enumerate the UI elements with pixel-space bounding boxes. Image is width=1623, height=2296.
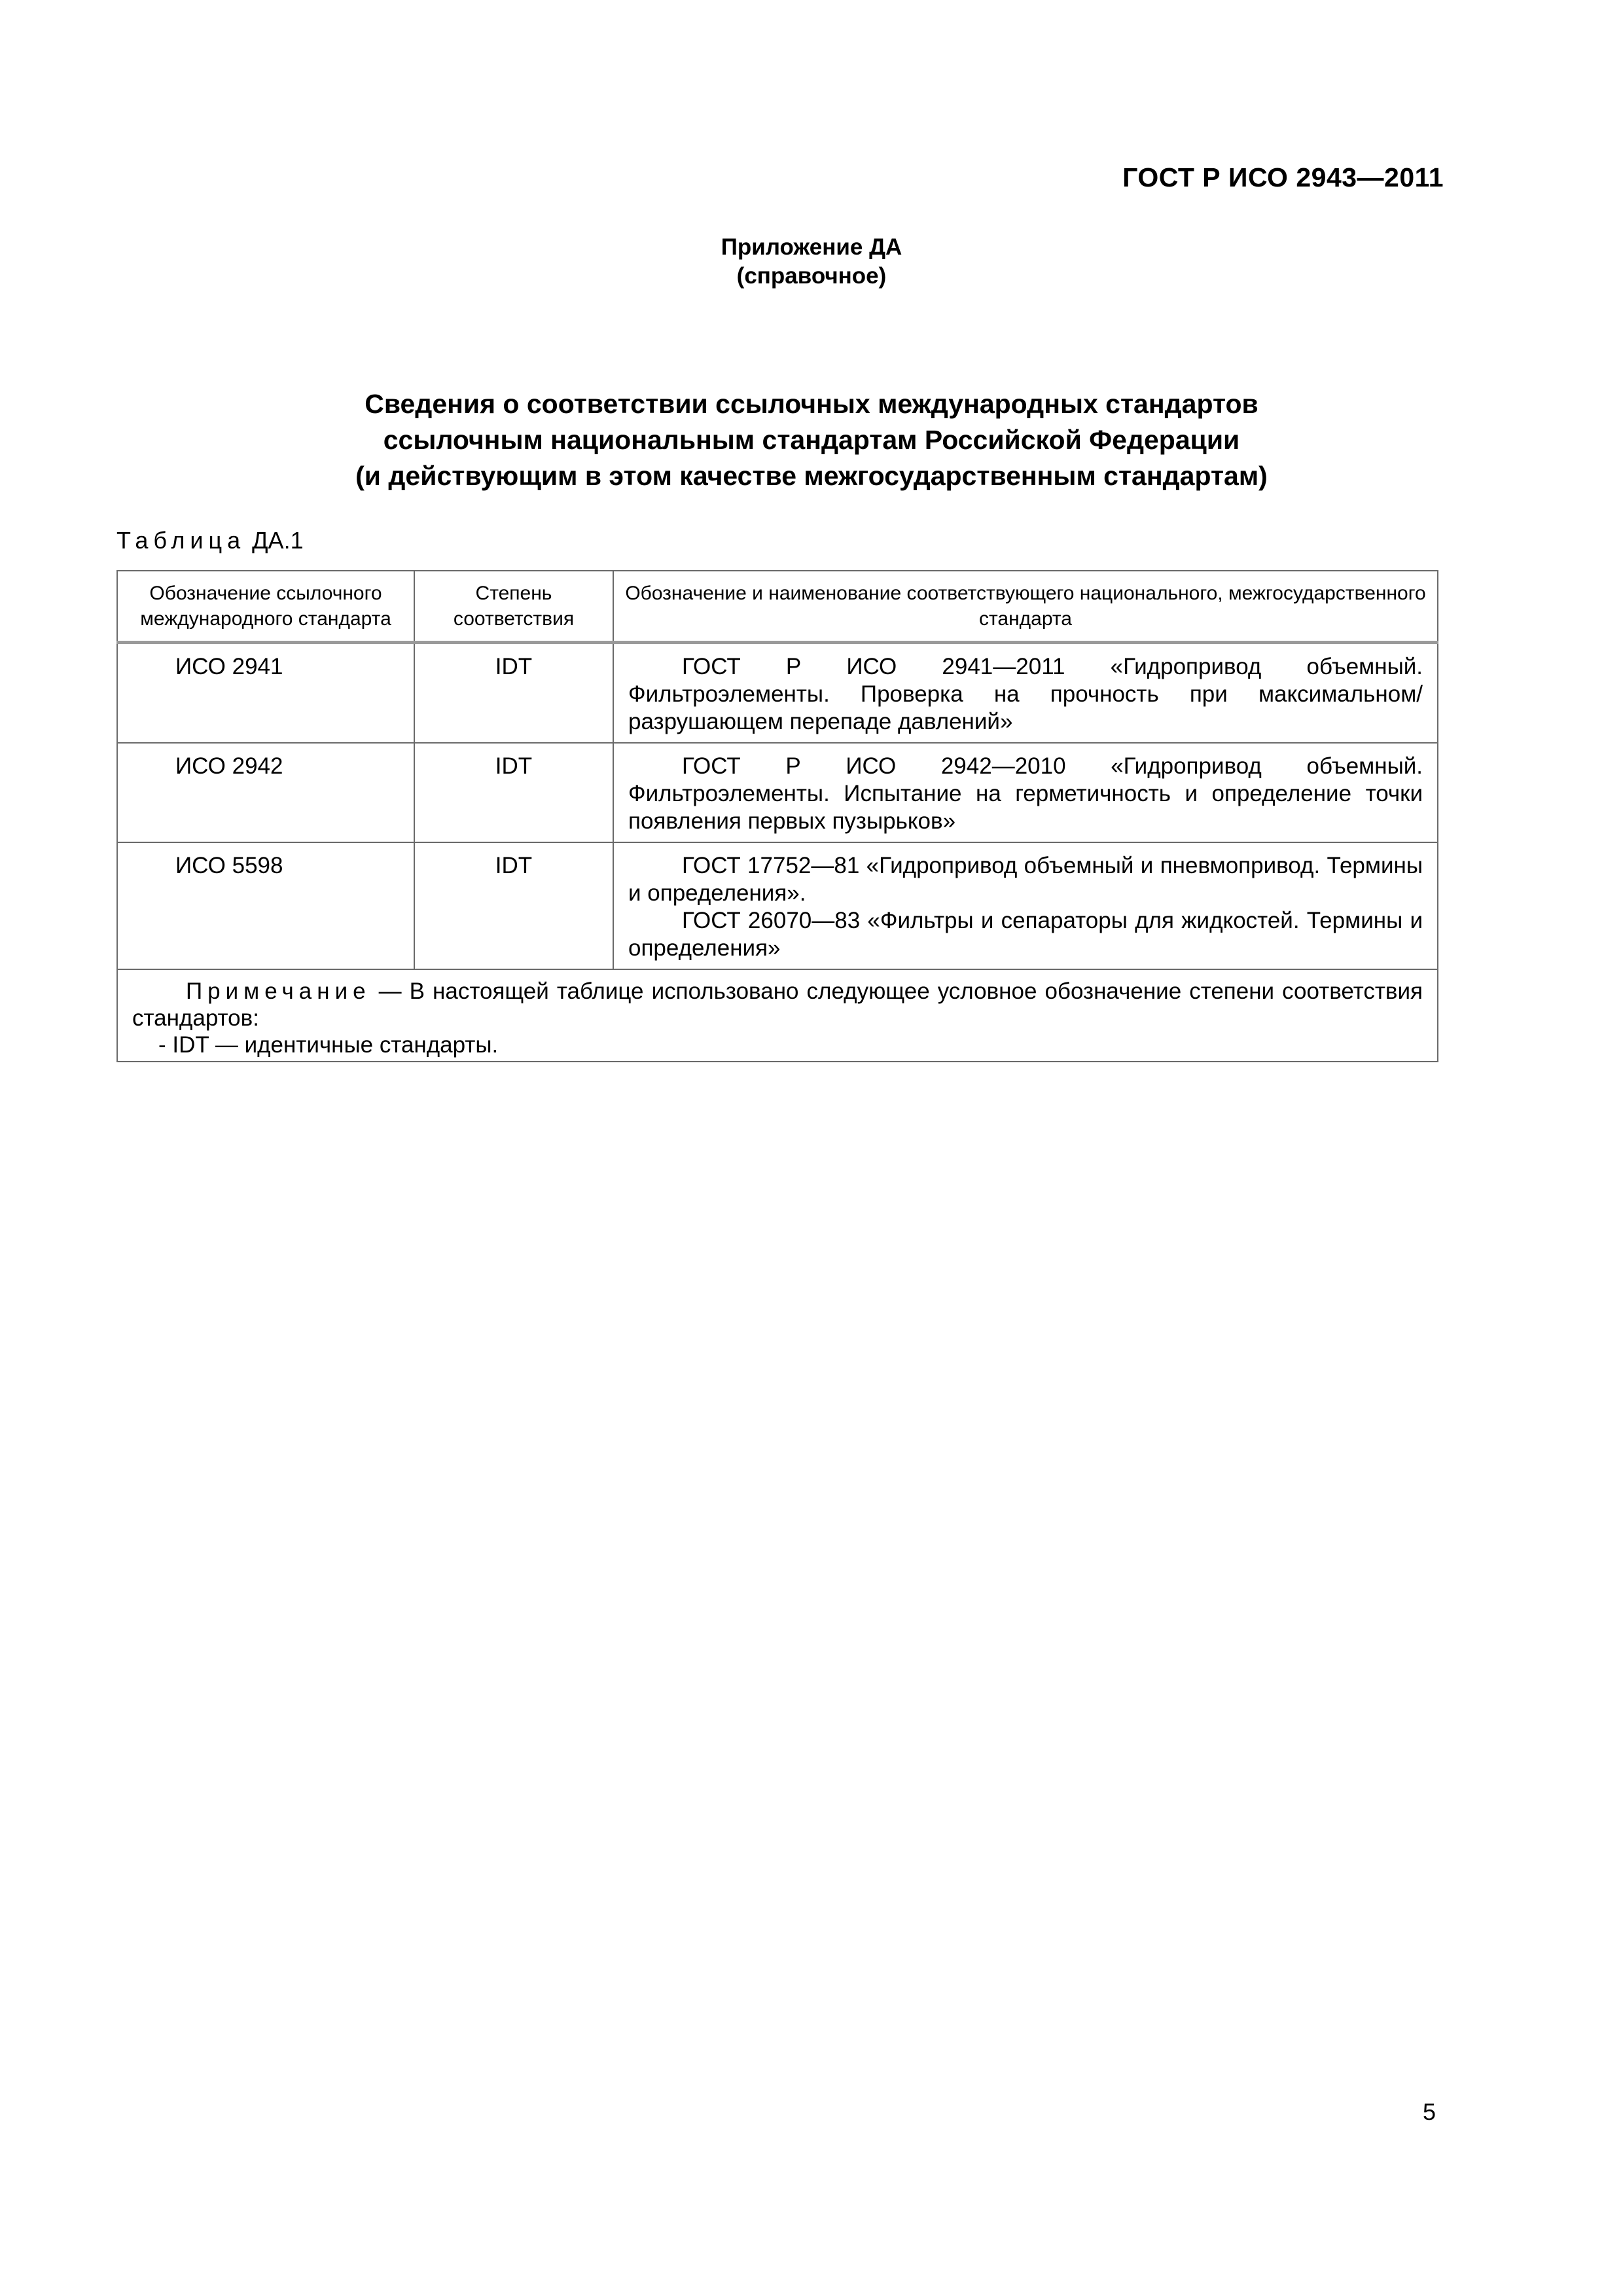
national-standard-cell [613,842,1438,969]
table-note-row [117,969,1438,1062]
page-number: 5 [1423,2098,1436,2125]
table-caption [116,527,304,554]
degree-of-correspondence: IDT [414,643,613,744]
appendix-heading [0,233,1623,291]
column-header-degree: Степень соответствия [414,571,613,643]
note-paragraph [132,978,1423,1031]
national-standard-description: ГОСТ Р ИСО 2941—2011 «Гидропривод объемный. Фильтроэлементы. Проверка на прочность при максимальном/разрушающем перепаде давлений» [628,654,1423,734]
note-text: — В настоящей таблице использовано следующее условное обозначение степени соответствия стандартов: [132,978,1423,1031]
standard-code: ГОСТ Р ИСО 2943—2011 [1122,162,1444,192]
title-line: (и действующим в этом качестве межгосударственным стандартам) [355,461,1268,491]
reference-table [116,570,1438,1062]
international-code: ИСО 5598 [117,842,414,969]
international-code: ИСО 2942 [117,743,414,842]
national-standard-description: ГОСТ 26070—83 «Фильтры и сепараторы для жидкостей. Термины и определения» [628,908,1423,961]
column-header-national: Обозначение и наименование соответствующего национального, межгосударственного стандарта [613,571,1438,643]
document-title [0,386,1623,494]
international-code: ИСО 2941 [117,643,414,744]
national-standard-description: ГОСТ 17752—81 «Гидропривод объемный и пневмопривод. Термины и определения». [628,853,1423,906]
table-row [117,743,1438,842]
column-header-international: Обозначение ссылочного международного стандарта [117,571,414,643]
title-line: ссылочным национальным стандартам Российской Федерации [383,425,1240,455]
national-standard-cell [613,743,1438,842]
table-row [117,842,1438,969]
appendix-subtitle: (справочное) [736,263,887,289]
title-line: Сведения о соответствии ссылочных международных стандартов [365,389,1258,419]
note-item: - IDT — идентичные стандарты. [158,1032,499,1058]
degree-of-correspondence: IDT [414,842,613,969]
table-caption-number: ДА.1 [252,527,304,554]
national-standard-description: ГОСТ Р ИСО 2942—2010 «Гидропривод объемный. Фильтроэлементы. Испытание на герметичность и определение точки появления первых пузырьков» [628,753,1423,834]
table-row [117,643,1438,744]
table-note [117,969,1438,1062]
table-caption-label: Таблица [116,527,246,554]
note-label: Примечание [186,978,371,1004]
degree-of-correspondence: IDT [414,743,613,842]
national-standard-cell [613,643,1438,744]
table-header-row [117,571,1438,643]
appendix-title: Приложение ДА [721,234,902,260]
